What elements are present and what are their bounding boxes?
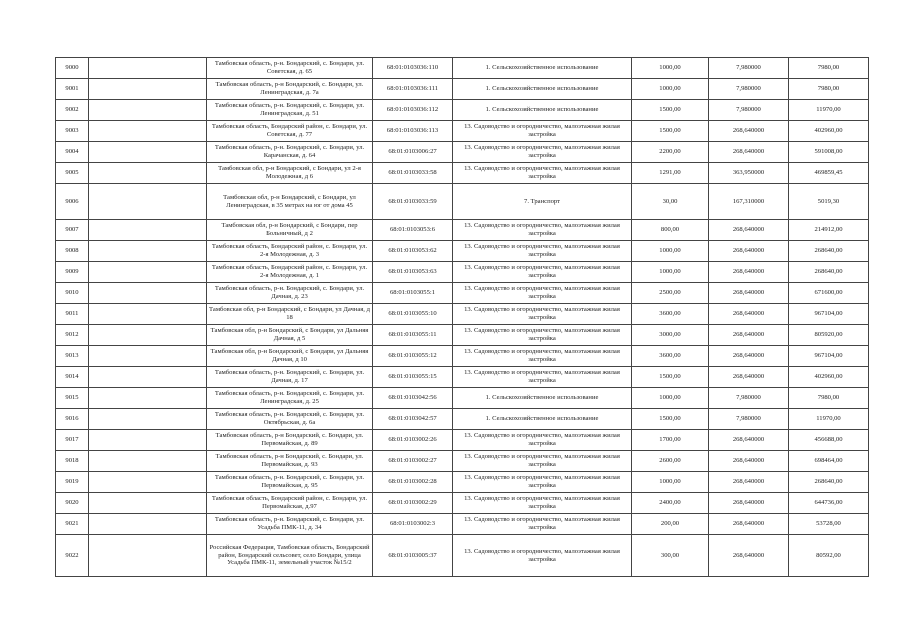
rate-cell: 268,640000 [709, 493, 789, 514]
address-cell: Тамбовская область, Бондарский район, с. Бондари, ул. Советская, д. 77 [207, 121, 373, 142]
spacer-cell [89, 493, 207, 514]
rate-cell: 7,980000 [709, 409, 789, 430]
cadastral-number-cell: 68:01:0103033:59 [373, 184, 453, 220]
table-row [56, 514, 869, 535]
address-cell: Тамбовская область, Бондарский район, с. Бондари, ул. 2-я Молодежная, д. 3 [207, 241, 373, 262]
cadastral-value-cell: 456688,00 [789, 430, 869, 451]
area-cell: 2400,00 [632, 493, 709, 514]
cadastral-value-cell: 214912,00 [789, 220, 869, 241]
area-cell: 300,00 [632, 535, 709, 577]
row-number: 9012 [56, 325, 89, 346]
rate-cell: 268,640000 [709, 472, 789, 493]
cadastral-value-cell: 268640,00 [789, 241, 869, 262]
cadastral-value-cell: 469859,45 [789, 163, 869, 184]
address-cell: Тамбовская обл, р-н Бондарский, с Бондари, ул 2-я Молодежная, д 6 [207, 163, 373, 184]
address-cell: Тамбовская область, р-н. Бондарский, с. Бондари, ул. Ленинградская, д. 25 [207, 388, 373, 409]
cadastral-value-cell: 53728,00 [789, 514, 869, 535]
cadastral-number-cell: 68:01:0103036:113 [373, 121, 453, 142]
cadastral-number-cell: 68:01:0103002:27 [373, 451, 453, 472]
area-cell: 1000,00 [632, 241, 709, 262]
rate-cell: 7,980000 [709, 388, 789, 409]
spacer-cell [89, 283, 207, 304]
spacer-cell [89, 241, 207, 262]
row-number: 9017 [56, 430, 89, 451]
land-use-cell: 13. Садоводство и огородничество, малоэтажная жилая застройка [453, 535, 632, 577]
cadastral-number-cell: 68:01:0103036:111 [373, 79, 453, 100]
land-use-cell: 13. Садоводство и огородничество, малоэтажная жилая застройка [453, 163, 632, 184]
spacer-cell [89, 79, 207, 100]
address-cell: Тамбовская обл, р-н Бондарский, с Бондари, пер Больничный, д 2 [207, 220, 373, 241]
spacer-cell [89, 163, 207, 184]
rate-cell: 268,640000 [709, 121, 789, 142]
rate-cell: 268,640000 [709, 535, 789, 577]
row-number: 9001 [56, 79, 89, 100]
spacer-cell [89, 220, 207, 241]
row-number: 9004 [56, 142, 89, 163]
table-row [56, 535, 869, 577]
spacer-cell [89, 472, 207, 493]
area-cell: 1500,00 [632, 409, 709, 430]
rate-cell: 268,640000 [709, 283, 789, 304]
spacer-cell [89, 121, 207, 142]
land-use-cell: 13. Садоводство и огородничество, малоэтажная жилая застройка [453, 451, 632, 472]
table-row [56, 121, 869, 142]
cadastral-value-cell: 11970,00 [789, 100, 869, 121]
area-cell: 2600,00 [632, 451, 709, 472]
table-row [56, 163, 869, 184]
table-row [56, 58, 869, 79]
spacer-cell [89, 58, 207, 79]
address-cell: Тамбовская область, р-н. Бондарский, с. Бондари, ул. Дачная, д. 23 [207, 283, 373, 304]
row-number: 9014 [56, 367, 89, 388]
row-number: 9002 [56, 100, 89, 121]
address-cell: Тамбовская область, р-н. Бондарский, с. Бондари, ул. Первомайская, д. 95 [207, 472, 373, 493]
area-cell: 1500,00 [632, 100, 709, 121]
row-number: 9022 [56, 535, 89, 577]
spacer-cell [89, 430, 207, 451]
cadastral-value-cell: 967104,00 [789, 346, 869, 367]
table-row [56, 283, 869, 304]
land-use-cell: 1. Сельскохозяйственное использование [453, 58, 632, 79]
area-cell: 200,00 [632, 514, 709, 535]
cadastral-value-cell: 805920,00 [789, 325, 869, 346]
cadastral-number-cell: 68:01:0103042:56 [373, 388, 453, 409]
rate-cell: 268,640000 [709, 241, 789, 262]
cadastral-value-cell: 268640,00 [789, 262, 869, 283]
table-row [56, 451, 869, 472]
table-row [56, 472, 869, 493]
table-row [56, 409, 869, 430]
land-use-cell: 1. Сельскохозяйственное использование [453, 100, 632, 121]
cadastral-value-cell: 7980,00 [789, 388, 869, 409]
row-number: 9020 [56, 493, 89, 514]
address-cell: Тамбовская область, р-н. Бондарский, с. Бондари, ул. Усадьба ПМК-11, д. 34 [207, 514, 373, 535]
area-cell: 30,00 [632, 184, 709, 220]
cadastral-number-cell: 68:01:0103053:6 [373, 220, 453, 241]
address-cell: Тамбовская область, р-н. Бондарский, с. Бондари, ул. Карачанская, д. 64 [207, 142, 373, 163]
address-cell: Тамбовская область, р-н Бондарский, с. Бондари, ул. Первомайская, д. 89 [207, 430, 373, 451]
cadastral-value-cell: 644736,00 [789, 493, 869, 514]
cadastral-value-cell: 967104,00 [789, 304, 869, 325]
table-row [56, 79, 869, 100]
table-row [56, 346, 869, 367]
cadastral-number-cell: 68:01:0103055:12 [373, 346, 453, 367]
cadastral-number-cell: 68:01:0103005:37 [373, 535, 453, 577]
land-use-cell: 13. Садоводство и огородничество, малоэтажная жилая застройка [453, 262, 632, 283]
land-use-cell: 13. Садоводство и огородничество, малоэтажная жилая застройка [453, 325, 632, 346]
rate-cell: 268,640000 [709, 262, 789, 283]
address-cell: Тамбовская обл, р-н Бондарский, с Бондари, ул Дальняя Дачная, д 5 [207, 325, 373, 346]
land-use-cell: 13. Садоводство и огородничество, малоэтажная жилая застройка [453, 283, 632, 304]
cadastral-number-cell: 68:01:0103002:28 [373, 472, 453, 493]
row-number: 9019 [56, 472, 89, 493]
cadastral-value-cell: 5019,30 [789, 184, 869, 220]
row-number: 9021 [56, 514, 89, 535]
land-use-cell: 13. Садоводство и огородничество, малоэтажная жилая застройка [453, 430, 632, 451]
table-row [56, 100, 869, 121]
table-row [56, 388, 869, 409]
row-number: 9010 [56, 283, 89, 304]
address-cell: Российская Федерация, Тамбовская область, Бондарский район, Бондарский сельсовет, село Бондари, улица Усадьба ПМК-11, земельный участок №15/2 [207, 535, 373, 577]
land-use-cell: 1. Сельскохозяйственное использование [453, 388, 632, 409]
table-row [56, 142, 869, 163]
address-cell: Тамбовская область, р-н Бондарский, с. Бондари, ул. Первомайская, д. 93 [207, 451, 373, 472]
rate-cell: 268,640000 [709, 220, 789, 241]
rate-cell: 268,640000 [709, 346, 789, 367]
cadastral-number-cell: 68:01:0103055:11 [373, 325, 453, 346]
table-row [56, 430, 869, 451]
area-cell: 1000,00 [632, 262, 709, 283]
row-number: 9015 [56, 388, 89, 409]
cadastral-number-cell: 68:01:0103033:58 [373, 163, 453, 184]
spacer-cell [89, 262, 207, 283]
table-row [56, 304, 869, 325]
row-number: 9018 [56, 451, 89, 472]
cadastral-value-cell: 80592,00 [789, 535, 869, 577]
cadastral-number-cell: 68:01:0103055:15 [373, 367, 453, 388]
rate-cell: 268,640000 [709, 142, 789, 163]
spacer-cell [89, 451, 207, 472]
spacer-cell [89, 304, 207, 325]
row-number: 9005 [56, 163, 89, 184]
land-use-cell: 13. Садоводство и огородничество, малоэтажная жилая застройка [453, 472, 632, 493]
area-cell: 1500,00 [632, 367, 709, 388]
row-number: 9011 [56, 304, 89, 325]
rate-cell: 7,980000 [709, 58, 789, 79]
address-cell: Тамбовская область, Бондарский район, с. Бондари, ул. 2-я Молодежная, д. 1 [207, 262, 373, 283]
area-cell: 1000,00 [632, 79, 709, 100]
spacer-cell [89, 184, 207, 220]
area-cell: 1000,00 [632, 472, 709, 493]
cadastral-number-cell: 68:01:0103002:29 [373, 493, 453, 514]
cadastral-number-cell: 68:01:0103053:62 [373, 241, 453, 262]
area-cell: 3000,00 [632, 325, 709, 346]
rate-cell: 268,640000 [709, 430, 789, 451]
cadastral-number-cell: 68:01:0103006:27 [373, 142, 453, 163]
cadastral-value-cell: 7980,00 [789, 79, 869, 100]
address-cell: Тамбовская обл, р-н Бондарский, с Бондари, ул Ленинградская, в 35 метрах на юг от дома 45 [207, 184, 373, 220]
cadastral-number-cell: 68:01:0103036:110 [373, 58, 453, 79]
area-cell: 3600,00 [632, 346, 709, 367]
rate-cell: 268,640000 [709, 367, 789, 388]
area-cell: 1500,00 [632, 121, 709, 142]
row-number: 9003 [56, 121, 89, 142]
address-cell: Тамбовская область, р-н. Бондарский, с. Бондари, ул. Октябрьская, д. 6а [207, 409, 373, 430]
cadastral-value-cell: 7980,00 [789, 58, 869, 79]
land-use-cell: 13. Садоводство и огородничество, малоэтажная жилая застройка [453, 346, 632, 367]
area-cell: 1700,00 [632, 430, 709, 451]
area-cell: 1000,00 [632, 58, 709, 79]
row-number: 9006 [56, 184, 89, 220]
spacer-cell [89, 142, 207, 163]
row-number: 9000 [56, 58, 89, 79]
rate-cell: 167,310000 [709, 184, 789, 220]
cadastral-number-cell: 68:01:0103055:1 [373, 283, 453, 304]
cadastral-value-cell: 402960,00 [789, 121, 869, 142]
table-row [56, 325, 869, 346]
rate-cell: 7,980000 [709, 79, 789, 100]
table-row [56, 262, 869, 283]
address-cell: Тамбовская обл, р-н Бондарский, с Бондари, ул Дачная, д 18 [207, 304, 373, 325]
land-use-cell: 13. Садоводство и огородничество, малоэтажная жилая застройка [453, 241, 632, 262]
spacer-cell [89, 100, 207, 121]
cadastral-value-cell: 11970,00 [789, 409, 869, 430]
area-cell: 800,00 [632, 220, 709, 241]
address-cell: Тамбовская область, р-н. Бондарский, с. Бондари, ул. Дачная, д. 17 [207, 367, 373, 388]
spacer-cell [89, 409, 207, 430]
row-number: 9009 [56, 262, 89, 283]
cadastral-number-cell: 68:01:0103053:63 [373, 262, 453, 283]
address-cell: Тамбовская область, Бондарский район, с. Бондари, ул. Первомайская, д.97 [207, 493, 373, 514]
cadastral-value-cell: 698464,00 [789, 451, 869, 472]
spacer-cell [89, 514, 207, 535]
spacer-cell [89, 346, 207, 367]
land-use-cell: 1. Сельскохозяйственное использование [453, 79, 632, 100]
cadastral-number-cell: 68:01:0103002:26 [373, 430, 453, 451]
rate-cell: 268,640000 [709, 514, 789, 535]
land-use-cell: 7. Транспорт [453, 184, 632, 220]
cadastral-number-cell: 68:01:0103055:10 [373, 304, 453, 325]
land-use-cell: 13. Садоводство и огородничество, малоэтажная жилая застройка [453, 493, 632, 514]
land-use-cell: 13. Садоводство и огородничество, малоэтажная жилая застройка [453, 514, 632, 535]
row-number: 9013 [56, 346, 89, 367]
cadastral-number-cell: 68:01:0103036:112 [373, 100, 453, 121]
table-row [56, 184, 869, 220]
table-row [56, 241, 869, 262]
address-cell: Тамбовская обл, р-н Бондарский, с Бондари, ул Дальняя Дачная, д 10 [207, 346, 373, 367]
cadastral-number-cell: 68:01:0103042:57 [373, 409, 453, 430]
land-use-cell: 13. Садоводство и огородничество, малоэтажная жилая застройка [453, 304, 632, 325]
area-cell: 2200,00 [632, 142, 709, 163]
spacer-cell [89, 535, 207, 577]
land-use-cell: 13. Садоводство и огородничество, малоэтажная жилая застройка [453, 121, 632, 142]
cadastral-value-cell: 591008,00 [789, 142, 869, 163]
area-cell: 3600,00 [632, 304, 709, 325]
row-number: 9016 [56, 409, 89, 430]
row-number: 9008 [56, 241, 89, 262]
rate-cell: 268,640000 [709, 451, 789, 472]
row-number: 9007 [56, 220, 89, 241]
spacer-cell [89, 325, 207, 346]
land-register-table [55, 57, 869, 577]
address-cell: Тамбовская область, р-н Бондарский, с. Бондари, ул. Ленинградская, д. 7а [207, 79, 373, 100]
spacer-cell [89, 388, 207, 409]
cadastral-value-cell: 402960,00 [789, 367, 869, 388]
cadastral-number-cell: 68:01:0103002:3 [373, 514, 453, 535]
rate-cell: 268,640000 [709, 304, 789, 325]
cadastral-value-cell: 671600,00 [789, 283, 869, 304]
land-use-cell: 13. Садоводство и огородничество, малоэтажная жилая застройка [453, 367, 632, 388]
address-cell: Тамбовская область, р-н. Бондарский, с. Бондари, ул. Советская, д. 65 [207, 58, 373, 79]
table-row [56, 367, 869, 388]
cadastral-value-cell: 268640,00 [789, 472, 869, 493]
rate-cell: 268,640000 [709, 325, 789, 346]
area-cell: 2500,00 [632, 283, 709, 304]
table-row [56, 220, 869, 241]
address-cell: Тамбовская область, р-н. Бондарский, с. Бондари, ул. Ленинградская, д. 51 [207, 100, 373, 121]
land-use-cell: 1. Сельскохозяйственное использование [453, 409, 632, 430]
spacer-cell [89, 367, 207, 388]
rate-cell: 7,980000 [709, 100, 789, 121]
land-use-cell: 13. Садоводство и огородничество, малоэтажная жилая застройка [453, 142, 632, 163]
land-use-cell: 13. Садоводство и огородничество, малоэтажная жилая застройка [453, 220, 632, 241]
area-cell: 1291,00 [632, 163, 709, 184]
area-cell: 1000,00 [632, 388, 709, 409]
rate-cell: 363,950000 [709, 163, 789, 184]
table-row [56, 493, 869, 514]
